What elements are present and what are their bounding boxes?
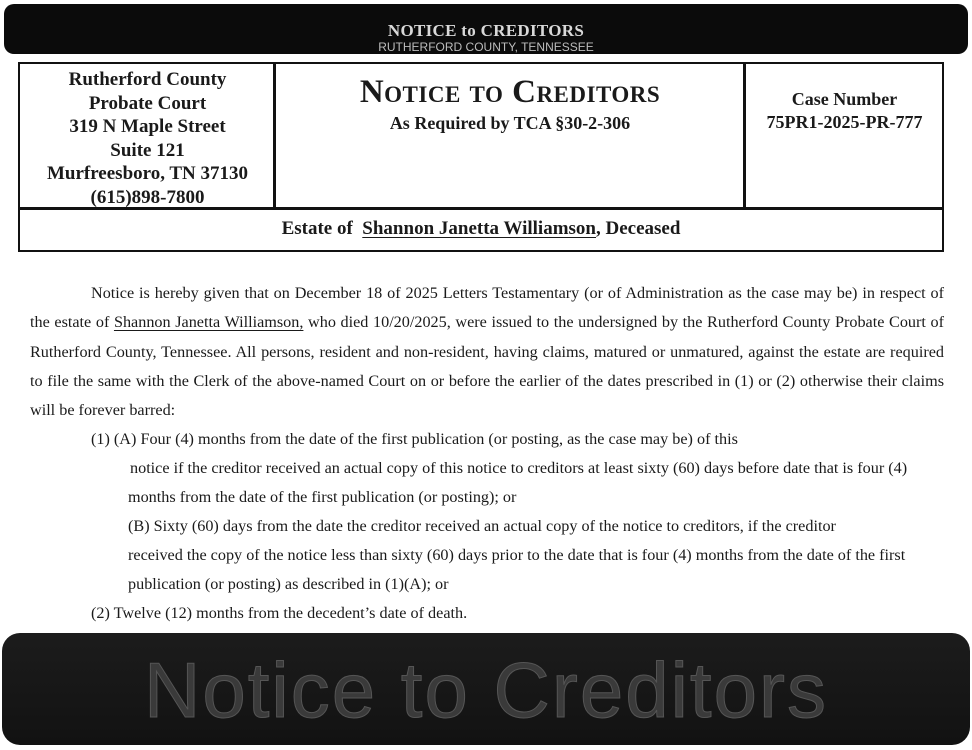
item-1a-line: notice if the creditor received an actual copy of this notice to creditors at least sixty (60) days before date that is four (4) [130,459,908,477]
court-line: 319 N Maple Street [69,116,226,137]
footer-banner [2,633,970,745]
item-1a-line: months from the date of the first publication (or posting); or [128,488,517,506]
decedent-name: Shannon Janetta Williamson [362,218,597,239]
notice-title-block [277,72,743,134]
court-line: Suite 121 [110,139,185,161]
case-number-label: Case Number [791,89,898,109]
footer-banner-text: Notice to Creditors [144,646,828,734]
estate-prefix: Estate of [281,218,353,239]
paragraph-text: Notice is hereby given that on December 18 of 2025 Letters Testamentary (or of Administration as the case may be) in respect of the estate of [30,284,944,332]
notice-header-table [18,62,944,252]
banner-subtitle: RUTHERFORD COUNTY, TENNESSEE [378,40,594,54]
estate-line [20,216,942,242]
notice-body [30,279,944,425]
item-2-line: (2) Twelve (12) months from the decedent’s date of death. [91,604,468,622]
notice-paragraph [30,279,944,425]
item-1b-line: (B) Sixty (60) days from the date the creditor received an actual copy of the notice to creditors, if the creditor [128,517,836,535]
item-1b-line: received the copy of the notice less than sixty (60) days prior to the date that is four (4) months from the date of the first [128,546,906,564]
court-line: Probate Court [88,92,207,114]
item-1a-line: (1) (A) Four (4) months from the date of the first publication (or posting, as the case may be) of this [91,430,738,448]
notice-heading: Notice to Creditors [359,74,661,110]
estate-suffix: , Deceased [596,218,681,239]
court-line: Rutherford County [68,69,227,90]
court-line: (615)898-7800 [90,186,205,208]
banner-title: NOTICE to CREDITORS [387,21,585,40]
divider [743,64,746,209]
decedent-name-inline: Shannon Janetta Williamson, [113,313,304,332]
statute-reference: As Required by TCA §30-2-306 [389,113,631,133]
top-banner [4,4,968,54]
court-line: Murfreesboro, TN 37130 [46,163,249,184]
court-address [20,68,275,209]
item-1b-line: publication (or posting) as described in (1)(A); or [128,575,449,593]
paragraph-text: who died 10/20/2025, were issued to the undersigned by the Rutherford County Probate Court of Rutherford County, Tennessee. All persons, resident and non-resident, having claims, matured or unmatured, against the estate are required to file the same with the Clerk of the above-named Court on or before the earlier of the dates prescribed in (1) or (2) otherwise their claims will be forever barred: [30,313,944,420]
case-number-value: 75PR1-2025-PR-777 [766,112,923,132]
case-number-block [745,88,944,134]
